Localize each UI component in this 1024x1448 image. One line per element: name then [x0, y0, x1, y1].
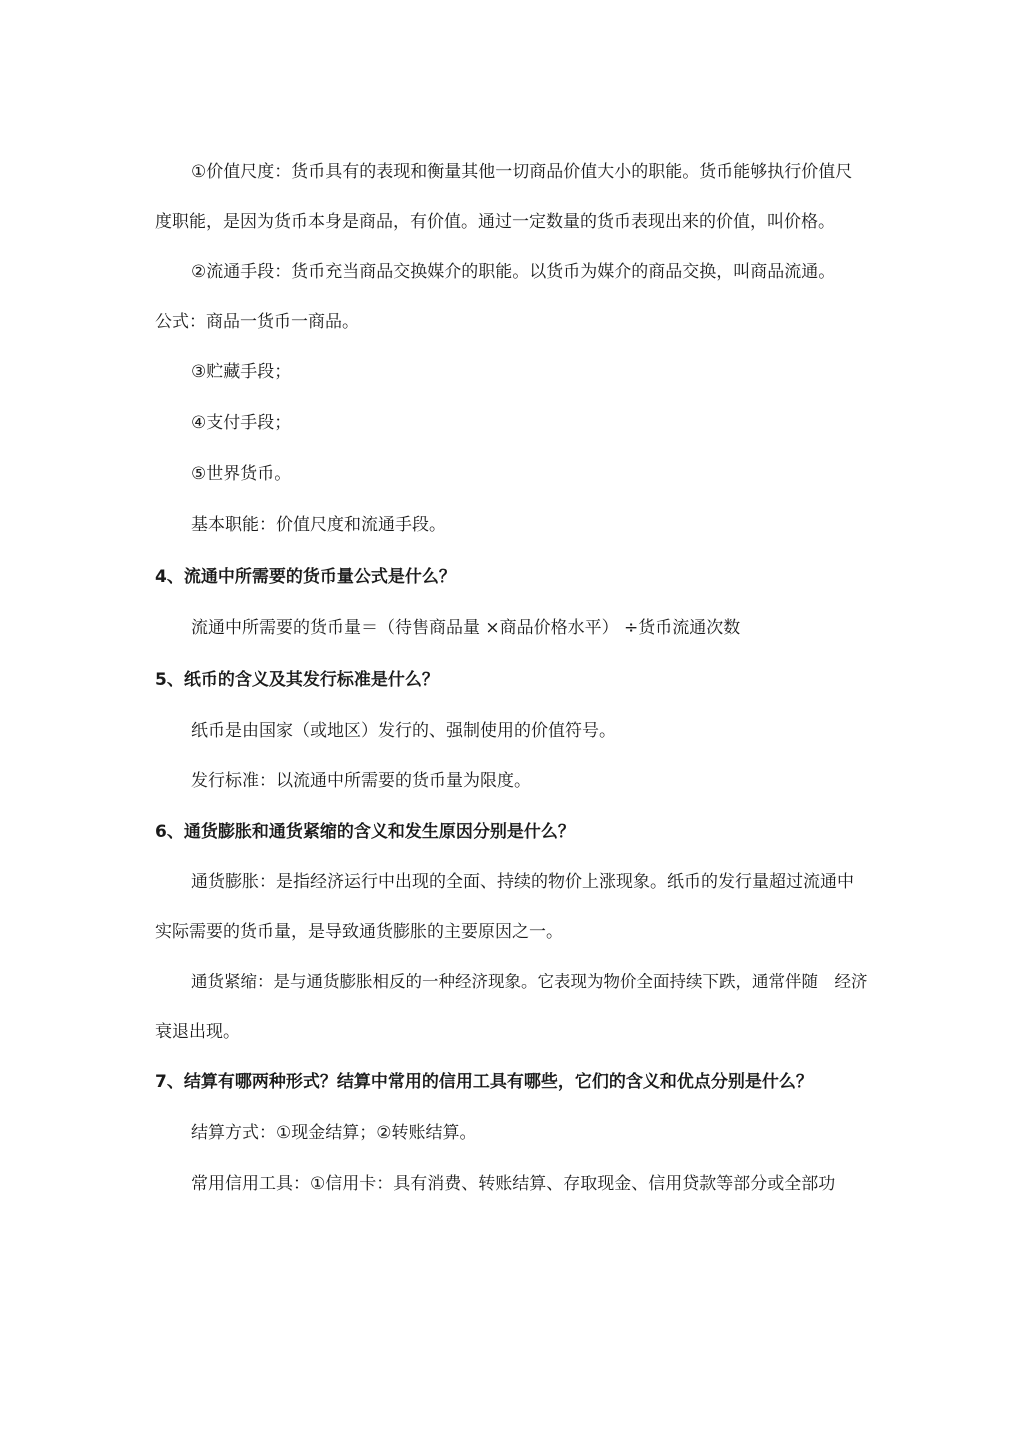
paragraph-line: 衰退出现。	[155, 1022, 240, 1042]
paragraph-line: ①价值尺度：货币具有的表现和衡量其他一切商品价值大小的职能。货币能够执行价值尺	[191, 162, 853, 182]
paragraph-line: ②流通手段：货币充当商品交换媒介的职能。以货币为媒介的商品交换，叫商品流通。	[191, 262, 836, 282]
section-heading: 6、通货膨胀和通货紧缩的含义和发生原因分别是什么？	[155, 822, 575, 842]
list-item: ④支付手段；	[191, 413, 292, 433]
section-heading: 7、结算有哪两种形式？结算中常用的信用工具有哪些，它们的含义和优点分别是什么？	[155, 1072, 813, 1092]
list-item: ⑤世界货币。	[191, 464, 292, 484]
section-heading: 5、纸币的含义及其发行标准是什么？	[155, 670, 439, 690]
paragraph-line: 常用信用工具：①信用卡：具有消费、转账结算、存取现金、信用贷款等部分或全部功	[191, 1174, 836, 1194]
paragraph-line: 实际需要的货币量，是导致通货膨胀的主要原因之一。	[155, 922, 563, 942]
paragraph-line: 结算方式：①现金结算；②转账结算。	[191, 1123, 477, 1143]
paragraph-line: 流通中所需要的货币量＝（待售商品量 ×商品价格水平） ÷货币流通次数	[191, 618, 741, 638]
paragraph-line: 发行标准：以流通中所需要的货币量为限度。	[191, 771, 531, 791]
section-heading: 4、流通中所需要的货币量公式是什么？	[155, 567, 456, 587]
paragraph-line: 度职能，是因为货币本身是商品，有价值。通过一定数量的货币表现出来的价值，叫价格。	[155, 212, 835, 232]
paragraph-line: 通货膨胀：是指经济运行中出现的全面、持续的物价上涨现象。纸币的发行量超过流通中	[191, 872, 854, 892]
paragraph-line: 公式：商品一货币一商品。	[155, 312, 359, 332]
paragraph-line: 基本职能：价值尺度和流通手段。	[191, 515, 446, 535]
paragraph-line: 纸币是由国家（或地区）发行的、强制使用的价值符号。	[191, 721, 616, 741]
paragraph-line: 通货紧缩：是与通货膨胀相反的一种经济现象。它表现为物价全面持续下跌，通常伴随 经济	[191, 972, 868, 991]
list-item: ③贮藏手段；	[191, 362, 292, 382]
